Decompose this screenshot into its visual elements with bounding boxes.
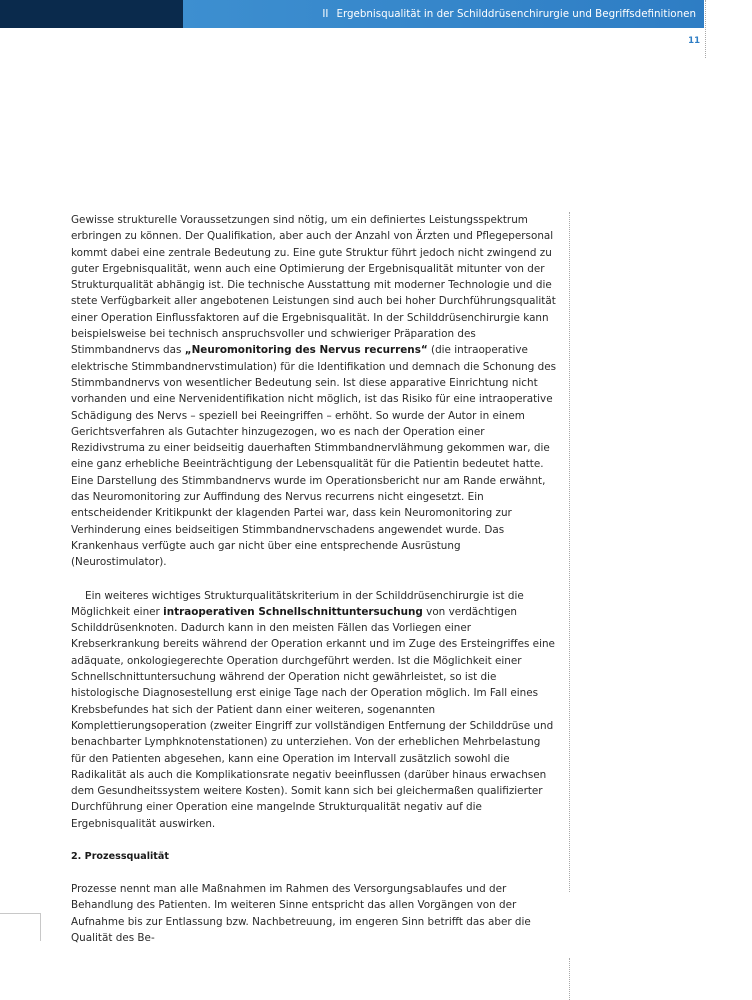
bold-term-neuromonitoring: „Neuromonitoring des Nervus recurrens“: [184, 344, 428, 357]
paragraph-process-quality: Prozesse nennt man alle Maßnahmen im Rahmen des Versorgungsablaufes und der Behandlung des Patienten. Im weiteren Sinne entspricht das allen Vorgängen von der Aufnahme bis zur Entlassung bzw. Nachbetreuung, im engeren Sinn betrifft das aber die Qualität des Be-: [71, 882, 531, 944]
paragraph-text: Ein weiteres wichtiges Strukturqualitätskriterium in der Schilddrüsenchirurgie ist die Möglichkeit einer: [71, 589, 524, 618]
dotted-rule-bottom: [569, 958, 570, 1000]
chapter-number: II: [322, 8, 329, 20]
dotted-rule-top: [705, 0, 706, 58]
paragraph-text: (die intraoperative elektrische Stimmbandnervstimulation) für die Identifikation und demnach die Schonung des Stimmbandnervs von wesentlicher Bedeutung sein. Ist diese apparative Einrichtung nicht vorhanden und eine Nervenidentifikation nicht möglich, ist das Risiko für eine intraoperative Schädigung des Nervs – speziell bei Reeingriffen – erhöht. So wurde der Autor in einem Gerichtsverfahren als Gutachter hinzugezogen, wo es nach der Operation einer Rezidivstruma zu einer beidseitig dauerhaften Stimmbandnervlähmung gekommen war, die eine ganz erhebliche Beeinträchtigung der Lebensqualität für die Patientin bedeutet hatte. Eine Darstellung des Stimmbandnervs wurde im Operationsbericht nur am Rande erwähnt, das Neuromonitoring zur Auffindung des Nervus recurrens nicht eingesetzt. Ein entscheidender Kritikpunkt der klagenden Partei war, dass kein Neuromonitoring zur Verhinderung eines beidseitigen Stimmbandnervschadens angewendet wurde. Das Krankenhaus verfügte auch gar nicht über eine entsprechende Ausrüstung (Neurostimulator).: [71, 344, 557, 569]
page-number: 11: [688, 36, 700, 46]
paragraph-frozen-section: [71, 588, 557, 832]
body-text: [71, 212, 557, 946]
running-header: [183, 0, 704, 28]
paragraph-text: Gewisse strukturelle Voraussetzungen sind nötig, um ein definiertes Leistungsspektrum erbringen zu können. Der Qualifikation, aber auch der Anzahl von Ärzten und Pflegepersonal kommt dabei eine zentrale Bedeutung zu. Eine gute Struktur führt jedoch nicht zwingend zu guter Ergebnisqualität, wenn auch eine Optimierung der Ergebnisqualität mitunter von der Strukturqualität abhängig ist. Die technische Ausstattung mit moderner Technologie und die stete Verfügbarkeit aller angebotenen Leistungen sind auch bei hoher Durchführungsqualität einer Operation Einflussfaktoren auf die Ergebnisqualität. In der Schilddrüsenchirurgie kann beispielsweise bei technisch anspruchsvoller und schwieriger Präparation des Stimmbandnervs das: [71, 214, 556, 357]
running-header-text: [322, 0, 696, 28]
corner-rule-horizontal: [0, 913, 40, 914]
bold-term-frozen-section: intraoperativen Schnellschnittuntersuchung: [163, 605, 423, 618]
chapter-title: Ergebnisqualität in der Schilddrüsenchirurgie und Begriffsdefinitionen: [336, 8, 696, 20]
corner-rule-vertical: [40, 913, 41, 941]
paragraph-text: von verdächtigen Schilddrüsenknoten. Dadurch kann in den meisten Fällen das Vorliegen einer Krebserkrankung bereits während der Operation erkannt und im Zuge des Ersteingriffes eine adäquate, onkologiegerechte Operation durchgeführt werden. Ist die Möglichkeit einer Schnellschnittuntersuchung während der Operation nicht gewährleistet, so ist die histologische Diagnosestellung erst einige Tage nach der Operation möglich. Im Fall eines Krebsbefundes hat sich der Patient dann einer weiteren, sogenannten Komplettierungsoperation (zweiter Eingriff zur vollständigen Entfernung der Schilddrüse und benachbarter Lymphknotenstationen) zu unterziehen. Von der erheblichen Mehrbelastung für den Patienten abgesehen, kann eine Operation im Intervall zusätzlich sowohl die Radikalität als auch die Komplikationsrate negativ beeinflussen (darüber hinaus erwachsen dem Gesundheitssystem weitere Kosten). Somit kann sich bei gleichermaßen qualifizierter Durchführung einer Operation eine mangelnde Strukturqualität negativ auf die Ergebnisqualität auswirken.: [71, 605, 555, 830]
header-dark-block: [0, 0, 183, 28]
dotted-rule-margin: [569, 212, 570, 892]
paragraph-structure-requirements: [71, 212, 557, 571]
section-heading: 2. Prozessqualität: [71, 850, 169, 862]
